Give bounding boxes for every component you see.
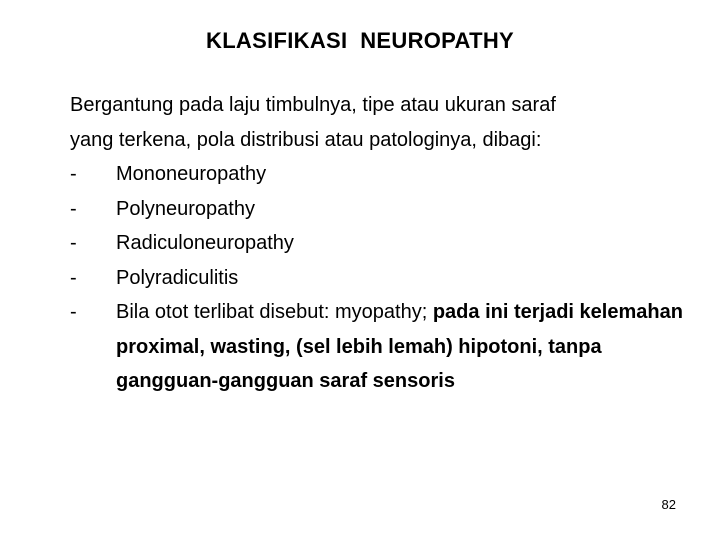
dash-bullet: - xyxy=(70,266,77,289)
list-item-text: Mononeuropathy xyxy=(116,163,267,185)
list-item-mononeuropathy xyxy=(70,157,690,192)
dash-bullet: - xyxy=(70,163,77,185)
dash-bullet: - xyxy=(70,301,77,323)
slide-body xyxy=(70,88,690,399)
intro-line-2: yang terkena, pola distribusi atau patologinya, dibagi: xyxy=(70,128,542,151)
myopathy-bold-text: pada ini terjadi kelemahan proximal, wasting, (sel lebih lemah) hipotoni, tanpa gangguan-gangguan saraf sensoris xyxy=(116,301,683,392)
list-item-polyneuropathy xyxy=(70,192,690,227)
list-item-text xyxy=(116,295,690,399)
list-item-text: Radiculoneuropathy xyxy=(116,232,294,254)
list-item-polyradiculitis xyxy=(70,261,690,296)
myopathy-normal-text: Bila otot terlibat disebut: myopathy; xyxy=(116,301,433,323)
list-item-myopathy xyxy=(70,295,690,399)
page-number: 82 xyxy=(661,497,676,512)
classification-list xyxy=(70,157,690,399)
list-item-text: Polyradiculitis xyxy=(116,266,239,289)
slide-title: KLASIFIKASI NEUROPATHY xyxy=(206,28,514,53)
list-item-text: Polyneuropathy xyxy=(116,197,255,220)
dash-bullet: - xyxy=(70,232,77,254)
list-item-radiculoneuropathy xyxy=(70,226,690,261)
dash-bullet: - xyxy=(70,197,77,220)
intro-line-1: Bergantung pada laju timbulnya, tipe atau ukuran saraf xyxy=(70,94,556,116)
